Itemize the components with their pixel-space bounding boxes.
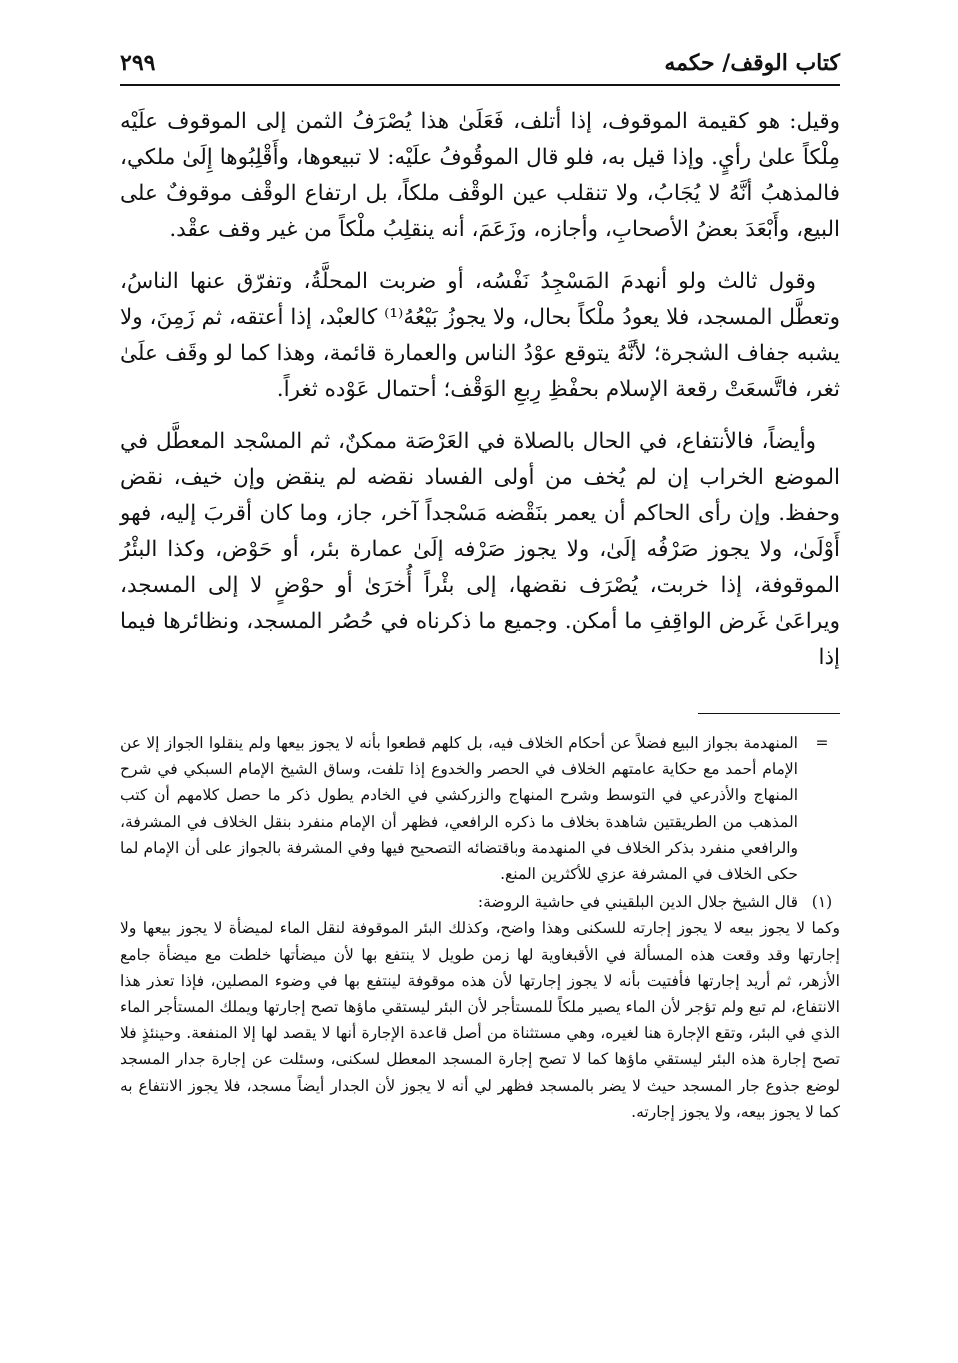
header-rule	[120, 84, 840, 86]
footnote-1-mark: (١)	[811, 893, 833, 912]
footnote-1-text: وكما لا يجوز بيعه لا يجوز إجارته للسكنى وهذا واضح، وكذلك البئر الموقوفة لنقل الماء لميضأة لا يجوز بيعها ولا إجارتها وقد وقعت هذه المسألة في الأقبغاوية لها زمن طويل لا ينتفع بها لأن ميضأتها خلطت مع ميضأة جامع الأزهر، ثم أريد إجارتها فأفتيت بأنه لا يجوز إجارتها لأن هذه موقوفة لينتفع بها في وضوء المصلين، فإذا تعذر هذا الانتفاع، لم تبع ولم تؤجر لأن الماء يصير ملكاً للمستأجر لأن البئر ليستقي ماؤها تصح إجارتها ويملك المستأجر الماء الذي في البئر، وتقع الإجارة هنا لغيره، وهي مستثناة من أصل قاعدة الإجارة أنها لا يقصد لها إلا المنفعة. وحينئذٍ فلا تصح إجارة هذه البئر ليستقي ماؤها كما لا تصح إجارة المسجد المعطل لسكنى، وسئلت عن إجارة جدار المسجد لوضع جذوع جار المسجد حيث لا يضر بالمسجد فظهر لي أنه لا يجوز لأن الجدار أيضاً مسجد، فلا يجوز الانتفاع به كما لا يجوز بيعه، ولا يجوز إجارته.	[120, 919, 841, 1121]
chapter-title: كتاب الوقف/ حكمه	[664, 50, 840, 76]
footnote-1	[120, 889, 840, 1125]
main-text	[120, 104, 840, 692]
footnotes	[120, 730, 840, 1125]
footnote-continuation	[120, 730, 840, 887]
footnote-1-lead: قال الشيخ جلال الدين البلقيني في حاشية الروضة:	[477, 893, 798, 912]
running-header	[120, 48, 840, 84]
paragraph-3: وأيضاً، فالأنتفاع، في الحال بالصلاة في العَرْصَة ممكنٌ، ثم المسْجد المعطَّل في الموضع الخراب إن لم يُخف من أولى الفساد نقضه لم ينقض وإن خيف، نقض وحفظ. وإن رأى الحاكم أن يعمر بنَقْضه مَسْجداً آخر، جاز، وما كان أقربَ إليه، فهو أَوْلَىٰ، ولا يجوز صَرْفُه إلَىٰ، ولا يجوز صَرْفه إلَىٰ عمارة بئر، أو حَوْض، وكذا البئْرُ الموقوفة، إذا خربت، يُصْرَف نقضها، إلى بئْراً أُخرَىٰ أو حوْضٍ لا إلى المسجد، ويراعَىٰ غَرض الواقِفِ ما أمكن. وجميع ما ذكرناه في حُصُر المسجد، ونظائرها فيما إذا	[120, 429, 840, 670]
footnote-continuation-text: المنهدمة بجواز البيع فضلاً عن أحكام الخلاف فيه، بل كلهم قطعوا بأنه لا يجوز بيعها ولم ينقلوا الجواز إلا عن الإمام أحمد مع حكاية عامتهم الخلاف في الحصر والخدوع إذا تلفت، وساق الشيخ الإمام السبكي في شرح المنهاج والأذرعي في التوسط وشرح المنهاج والزركشي في الخادم يطول ذكر ما حصل كلامهم أن كتب المذهب من الطريقتين شاهدة بخلاف ما ذكره الرافعي، فظهر أن الإمام منفرد بنقل الخلاف في المشرفة، والرافعي منفرد بذكر الخلاف في المنهدمة وباقتضائه التصحيح فيها وفي المشرفة بالجواز على أن الإمام لما حكى الخلاف في المشرفة عزي للأكثرين المنع.	[120, 734, 798, 884]
page-number: ٢٩٩	[120, 50, 156, 76]
paragraph-2: وقول ثالث ولو أنهدمَ المَسْجِدُ نَفْسُه، أو ضربت المحلَّةُ، وتفرّق عنها الناسُ، وتعطَّل المسجد، فلا يعودُ ملْكاً بحال، ولا يجوزُ بَيْعُهُ⁽¹⁾ كالعبْد، إذا أعتقه، ثم زَمِنَ، ولا يشبه جفاف الشجرة؛ لأنَّهُ يتوقع عوْدُ الناس والعمارة قائمة، وهذا كما لو وقَف علَىٰ ثغر، فاتَّسعَتْ رقعة الإسلام بحفْظِ رِبعِ الوَقْف؛ أحتمال عَوْده ثغراً.	[120, 269, 840, 402]
paragraph-1: وقيل: هو كقيمة الموقوف، إذا أتلف، فَعَلَىٰ هذا يُصْرَفُ الثمن إلى الموقوف علَيْه مِلْكاً علىٰ رأيٍ. وإذا قيل به، فلو قال الموقُوفُ علَيْه: لا تبيعوها، وأَقْلِبُوها إِلَىٰ ملكي، فالمذهبُ أنَّهُ لا يُجَابُ، ولا تنقلب عين الوقْف ملكاً، بل ارتفاع الوقْف موقوفٌ على البيع، وأَبْعَدَ بعضُ الأصحابِ، وأجازه، وزَعَمَ، أنه ينقلِبُ ملْكاً من غير وقف عقْد.	[120, 109, 840, 242]
footnote-separator	[698, 713, 840, 714]
continuation-mark: =	[815, 734, 829, 752]
